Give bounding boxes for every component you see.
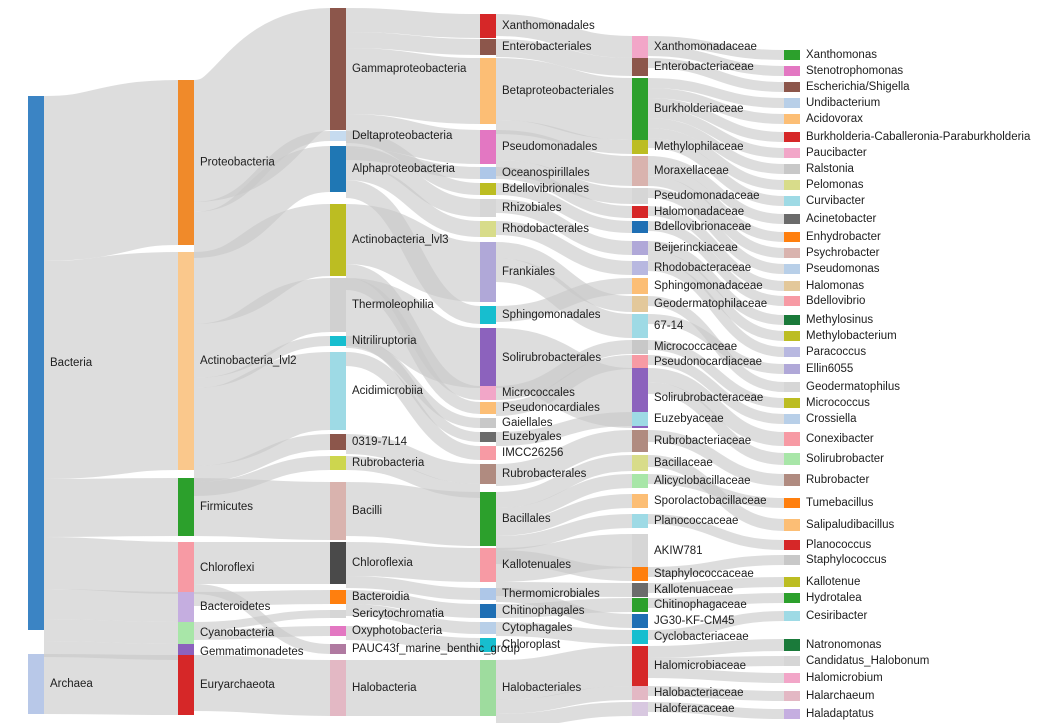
sankey-node-label: Moraxellaceae: [654, 165, 729, 178]
sankey-node-label: Rhodobacteraceae: [654, 262, 752, 275]
sankey-node[interactable]: [632, 296, 648, 312]
sankey-node[interactable]: [784, 673, 800, 683]
sankey-node[interactable]: [480, 492, 496, 546]
sankey-node[interactable]: [330, 352, 346, 430]
sankey-node-label: Solirubrobacteraceae: [654, 392, 764, 405]
sankey-link: [346, 81, 480, 91]
sankey-link: [648, 673, 784, 678]
sankey-node[interactable]: [480, 588, 496, 600]
sankey-node[interactable]: [784, 453, 800, 465]
sankey-node-label: Haloferacaceae: [654, 703, 735, 716]
sankey-node-label: Xanthomonas: [806, 49, 877, 62]
sankey-node-label: AKIW781: [654, 545, 703, 558]
sankey-node-label: Bacteroidetes: [200, 601, 271, 614]
sankey-node-label: 0319-7L14: [352, 436, 407, 449]
sankey-node[interactable]: [480, 58, 496, 124]
sankey-node[interactable]: [784, 611, 800, 621]
sankey-node[interactable]: [28, 654, 44, 714]
sankey-node-label: Bdellovibrionaceae: [654, 221, 752, 234]
sankey-node-label: Halomonadaceae: [654, 206, 745, 219]
sankey-node[interactable]: [784, 132, 800, 142]
sankey-node-label: Kallotenuales: [502, 559, 572, 572]
sankey-node[interactable]: [784, 164, 800, 174]
sankey-node-label: Haladaptatus: [806, 708, 874, 721]
sankey-link: [44, 163, 178, 179]
sankey-node[interactable]: [784, 180, 800, 190]
sankey-link: [194, 69, 330, 141]
sankey-node[interactable]: [632, 241, 648, 255]
sankey-node[interactable]: [480, 604, 496, 618]
sankey-node[interactable]: [178, 80, 194, 245]
sankey-node-label: Rhodobacterales: [502, 223, 589, 236]
sankey-link: [346, 40, 480, 47]
sankey-node-label: Acidimicrobiia: [352, 385, 423, 398]
sankey-node-label: Paracoccus: [806, 346, 867, 359]
sankey-node[interactable]: [330, 644, 346, 654]
sankey-node[interactable]: [480, 39, 496, 55]
sankey-node-label: Paucibacter: [806, 147, 867, 160]
sankey-link: [44, 630, 178, 633]
sankey-node[interactable]: [784, 315, 800, 325]
sankey-node-label: Bacillales: [502, 513, 551, 526]
sankey-node[interactable]: [632, 355, 648, 369]
sankey-node[interactable]: [784, 66, 800, 76]
sankey-node-label: Hydrotalea: [806, 592, 862, 605]
sankey-node-label: Candidatus_Halobonum: [806, 655, 930, 668]
sankey-node[interactable]: [330, 146, 346, 192]
sankey-node[interactable]: [784, 555, 800, 565]
sankey-node-label: Rubrobacteria: [352, 457, 425, 470]
sankey-node[interactable]: [480, 402, 496, 414]
sankey-node-label: Rhizobiales: [502, 202, 562, 215]
sankey-node-label: Thermoleophilia: [352, 299, 434, 312]
sankey-link: [648, 645, 784, 652]
sankey-node-label: Sporolactobacillaceae: [654, 495, 767, 508]
sankey-node-label: Rubrobacteriaceae: [654, 435, 752, 448]
sankey-node-label: Natronomonas: [806, 639, 882, 652]
sankey-node[interactable]: [632, 630, 648, 644]
sankey-node-label: Solirubrobacterales: [502, 352, 602, 365]
sankey-node[interactable]: [784, 474, 800, 486]
sankey-node[interactable]: [632, 221, 648, 233]
sankey-node[interactable]: [784, 656, 800, 666]
sankey-node-label: Ellin6055: [806, 363, 854, 376]
sankey-node[interactable]: [632, 412, 648, 426]
sankey-node-label: Geodermatophilus: [806, 381, 900, 394]
sankey-node[interactable]: [784, 148, 800, 158]
sankey-node[interactable]: [784, 540, 800, 550]
sankey-node-label: Kallotenuaceae: [654, 584, 734, 597]
sankey-node-label: Bacilli: [352, 505, 383, 518]
sankey-node-label: Geodermatophilaceae: [654, 298, 768, 311]
sankey-node[interactable]: [480, 167, 496, 179]
sankey-node[interactable]: [632, 646, 648, 686]
sankey-node-label: Bacteroidia: [352, 591, 410, 604]
sankey-node[interactable]: [330, 626, 346, 636]
sankey-node[interactable]: [784, 114, 800, 124]
sankey-node[interactable]: [480, 464, 496, 484]
sankey-node-label: Rubrobacterales: [502, 468, 587, 481]
sankey-node-label: Bacillaceae: [654, 457, 713, 470]
sankey-node[interactable]: [784, 264, 800, 274]
sankey-node[interactable]: [632, 278, 648, 294]
sankey-node-label: Bacteria: [50, 357, 93, 370]
sankey-node-label: Acidovorax: [806, 113, 863, 126]
sankey-node[interactable]: [784, 414, 800, 424]
sankey-node-label: Tumebacillus: [806, 497, 874, 510]
sankey-node[interactable]: [632, 206, 648, 218]
sankey-node-label: Chitinophagales: [502, 605, 585, 618]
sankey-node[interactable]: [330, 336, 346, 346]
sankey-node-label: Staphylococcaceae: [654, 568, 754, 581]
sankey-node[interactable]: [330, 456, 346, 470]
sankey-node[interactable]: [784, 709, 800, 719]
sankey-node[interactable]: [632, 58, 648, 76]
sankey-node[interactable]: [784, 382, 800, 392]
sankey-node-label: Methylosinus: [806, 314, 874, 327]
sankey-node[interactable]: [632, 567, 648, 581]
sankey-node[interactable]: [480, 328, 496, 388]
sankey-node-label: Halomonas: [806, 280, 865, 293]
sankey-link: [44, 563, 178, 568]
sankey-node-label: Methylophilaceae: [654, 141, 744, 154]
sankey-node-label: Planococcaceae: [654, 515, 739, 528]
sankey-node[interactable]: [784, 639, 800, 651]
sankey-node-label: Euzebyales: [502, 431, 562, 444]
sankey-node-label: Chloroflexi: [200, 562, 255, 575]
sankey-node[interactable]: [480, 418, 496, 428]
sankey-node-label: Kallotenue: [806, 576, 861, 589]
sankey-node[interactable]: [480, 306, 496, 324]
sankey-node-label: Actinobacteria_lvl3: [352, 234, 449, 247]
sankey-node[interactable]: [632, 534, 648, 568]
sankey-node[interactable]: [632, 686, 648, 700]
sankey-node-label: Acinetobacter: [806, 213, 877, 226]
sankey-node[interactable]: [784, 577, 800, 587]
sankey-node[interactable]: [330, 204, 346, 276]
sankey-node-label: Crossiella: [806, 413, 857, 426]
sankey-node[interactable]: [632, 314, 648, 338]
sankey-node-label: Gemmatimonadetes: [200, 646, 304, 659]
sankey-node-label: Cyanobacteria: [200, 627, 275, 640]
sankey-node-label: Chloroplast: [502, 639, 561, 652]
sankey-node-label: Halobacteriales: [502, 682, 582, 695]
sankey-node-label: Alphaproteobacteria: [352, 163, 455, 176]
sankey-node[interactable]: [784, 364, 800, 374]
sankey-node[interactable]: [632, 702, 648, 716]
sankey-node[interactable]: [784, 296, 800, 306]
sankey-node-label: Euryarchaeota: [200, 679, 275, 692]
sankey-node[interactable]: [632, 430, 648, 452]
sankey-node-label: Archaea: [50, 678, 93, 691]
sankey-node-label: Staphylococcus: [806, 554, 887, 567]
sankey-link: [194, 597, 330, 599]
sankey-node-label: Sphingomonadales: [502, 309, 601, 322]
sankey-node[interactable]: [330, 278, 346, 332]
sankey-link: [44, 604, 178, 607]
sankey-node[interactable]: [480, 660, 496, 716]
sankey-node-label: Bdellovibrionales: [502, 183, 589, 196]
sankey-node[interactable]: [632, 614, 648, 628]
sankey-node-label: Sericytochromatia: [352, 608, 445, 621]
sankey-node[interactable]: [330, 8, 346, 130]
sankey-node[interactable]: [480, 242, 496, 302]
sankey-node-label: Firmicutes: [200, 501, 254, 514]
sankey-node[interactable]: [784, 398, 800, 408]
sankey-node-label: Thermomicrobiales: [502, 588, 600, 601]
sankey-node-label: Alicyclobacillaceae: [654, 475, 751, 488]
sankey-node-label: Proteobacteria: [200, 156, 275, 169]
sankey-node[interactable]: [480, 130, 496, 164]
sankey-node-label: Halobacteria: [352, 682, 417, 695]
sankey-node[interactable]: [632, 340, 648, 354]
sankey-node[interactable]: [632, 598, 648, 612]
sankey-node[interactable]: [480, 446, 496, 460]
sankey-node-label: Solirubrobacter: [806, 453, 884, 466]
sankey-link: [194, 391, 330, 427]
sankey-node-label: Frankiales: [502, 266, 556, 279]
sankey-node-label: Rubrobacter: [806, 474, 870, 487]
sankey-link: [44, 649, 178, 652]
sankey-node-label: Pseudomonas: [806, 263, 880, 276]
sankey-link: [346, 20, 480, 26]
sankey-node[interactable]: [784, 432, 800, 446]
sankey-node-label: IMCC26256: [502, 447, 564, 460]
sankey-node[interactable]: [784, 519, 800, 531]
sankey-node[interactable]: [784, 593, 800, 603]
sankey-node-label: Undibacterium: [806, 97, 881, 110]
sankey-node-label: JG30-KF-CM45: [654, 615, 735, 628]
sankey-node-label: Enterobacteriales: [502, 41, 592, 54]
sankey-node[interactable]: [330, 660, 346, 716]
sankey-node-label: Bdellovibrio: [806, 295, 866, 308]
sankey-node-label: Halarchaeum: [806, 690, 875, 703]
sankey-node-label: Halomicrobium: [806, 672, 883, 685]
sankey-node[interactable]: [632, 36, 648, 58]
sankey-node[interactable]: [784, 331, 800, 341]
sankey-node[interactable]: [632, 514, 648, 528]
sankey-node[interactable]: [632, 455, 648, 471]
sankey-node-label: PAUC43f_marine_benthic_group: [352, 643, 520, 656]
sankey-node-label: Pseudonocardiales: [502, 402, 600, 415]
sankey-node[interactable]: [330, 610, 346, 618]
sankey-node[interactable]: [480, 622, 496, 634]
sankey-node[interactable]: [784, 50, 800, 60]
sankey-node-label: Micrococcus: [806, 397, 870, 410]
sankey-node[interactable]: [632, 188, 648, 204]
sankey-node-label: Chloroflexia: [352, 557, 413, 570]
sankey-node[interactable]: [632, 156, 648, 186]
sankey-node[interactable]: [480, 199, 496, 217]
sankey-node[interactable]: [178, 478, 194, 536]
sankey-node-label: Halomicrobiaceae: [654, 660, 747, 673]
sankey-node-label: Stenotrophomonas: [806, 65, 904, 78]
sankey-node[interactable]: [178, 592, 194, 622]
sankey-node[interactable]: [784, 82, 800, 92]
sankey-node[interactable]: [330, 482, 346, 540]
sankey-node[interactable]: [480, 221, 496, 237]
sankey-node[interactable]: [178, 252, 194, 470]
sankey-node[interactable]: [784, 214, 800, 224]
sankey-node[interactable]: [784, 281, 800, 291]
sankey-node[interactable]: [784, 196, 800, 206]
sankey-node[interactable]: [784, 498, 800, 508]
sankey-node-label: Burkholderia-Caballeronia-Paraburkholderia: [806, 131, 1031, 144]
sankey-node-label: Euzebyaceae: [654, 413, 724, 426]
sankey-node[interactable]: [28, 96, 44, 630]
sankey-node[interactable]: [632, 140, 648, 154]
sankey-node-label: Enterobacteriaceae: [654, 61, 754, 74]
sankey-node[interactable]: [480, 14, 496, 38]
sankey-node[interactable]: [632, 494, 648, 508]
sankey-node[interactable]: [330, 542, 346, 584]
sankey-node-label: Micrococcaceae: [654, 341, 738, 354]
sankey-node[interactable]: [330, 590, 346, 604]
sankey-node[interactable]: [330, 131, 346, 141]
sankey-node-label: Psychrobacter: [806, 247, 880, 260]
sankey-node-label: Gaiellales: [502, 417, 553, 430]
sankey-link: [44, 507, 178, 508]
sankey-node-label: Actinobacteria_lvl2: [200, 355, 297, 368]
sankey-node-label: Ralstonia: [806, 163, 854, 176]
sankey-node[interactable]: [784, 691, 800, 701]
sankey-node[interactable]: [178, 655, 194, 715]
sankey-node[interactable]: [632, 474, 648, 488]
sankey-node[interactable]: [784, 347, 800, 357]
sankey-node-label: Conexibacter: [806, 433, 874, 446]
sankey-node-label: Cyclobacteriaceae: [654, 631, 749, 644]
sankey-node[interactable]: [632, 261, 648, 275]
sankey-node-label: Cesiribacter: [806, 610, 868, 623]
sankey-node-label: Pseudonocardiaceae: [654, 356, 763, 369]
sankey-node[interactable]: [178, 542, 194, 594]
sankey-link: [496, 666, 632, 680]
sankey-node-label: Nitriliruptoria: [352, 335, 417, 348]
sankey-node[interactable]: [480, 548, 496, 582]
sankey-node-label: Curvibacter: [806, 195, 865, 208]
sankey-node-label: Burkholderiaceae: [654, 103, 744, 116]
sankey-node[interactable]: [784, 248, 800, 258]
sankey-node-label: Oceanospirillales: [502, 167, 590, 180]
sankey-node-label: Gammaproteobacteria: [352, 63, 467, 76]
sankey-node-label: Escherichia/Shigella: [806, 81, 910, 94]
sankey-node[interactable]: [784, 98, 800, 108]
sankey-node-label: 67-14: [654, 320, 684, 333]
sankey-node[interactable]: [178, 622, 194, 644]
sankey-node-label: Micrococcales: [502, 387, 575, 400]
sankey-node-label: Chitinophagaceae: [654, 599, 747, 612]
sankey-node[interactable]: [330, 434, 346, 450]
sankey-node-label: Cytophagales: [502, 622, 573, 635]
sankey-node[interactable]: [632, 583, 648, 597]
sankey-node[interactable]: [480, 183, 496, 195]
sankey-node[interactable]: [480, 432, 496, 442]
sankey-node-label: Enhydrobacter: [806, 231, 881, 244]
sankey-node-label: Beijerinckiaceae: [654, 242, 738, 255]
sankey-node[interactable]: [480, 386, 496, 400]
sankey-node-label: Pelomonas: [806, 179, 864, 192]
sankey-node-label: Methylobacterium: [806, 330, 897, 343]
sankey-node[interactable]: [784, 232, 800, 242]
sankey-node-label: Sphingomonadaceae: [654, 280, 763, 293]
sankey-node-label: Xanthomonadaceae: [654, 41, 757, 54]
sankey-node[interactable]: [632, 78, 648, 140]
sankey-node-label: Salipaludibacillus: [806, 519, 895, 532]
sankey-node-label: Planococcus: [806, 539, 872, 552]
sankey-node-label: Pseudomonadaceae: [654, 190, 760, 203]
sankey-node-label: Betaproteobacteriales: [502, 85, 614, 98]
sankey-node-label: Halobacteriaceae: [654, 687, 744, 700]
sankey-node-label: Deltaproteobacteria: [352, 130, 453, 143]
sankey-node-label: Oxyphotobacteria: [352, 625, 443, 638]
sankey-node-label: Xanthomonadales: [502, 20, 595, 33]
sankey-node-label: Pseudomonadales: [502, 141, 598, 154]
